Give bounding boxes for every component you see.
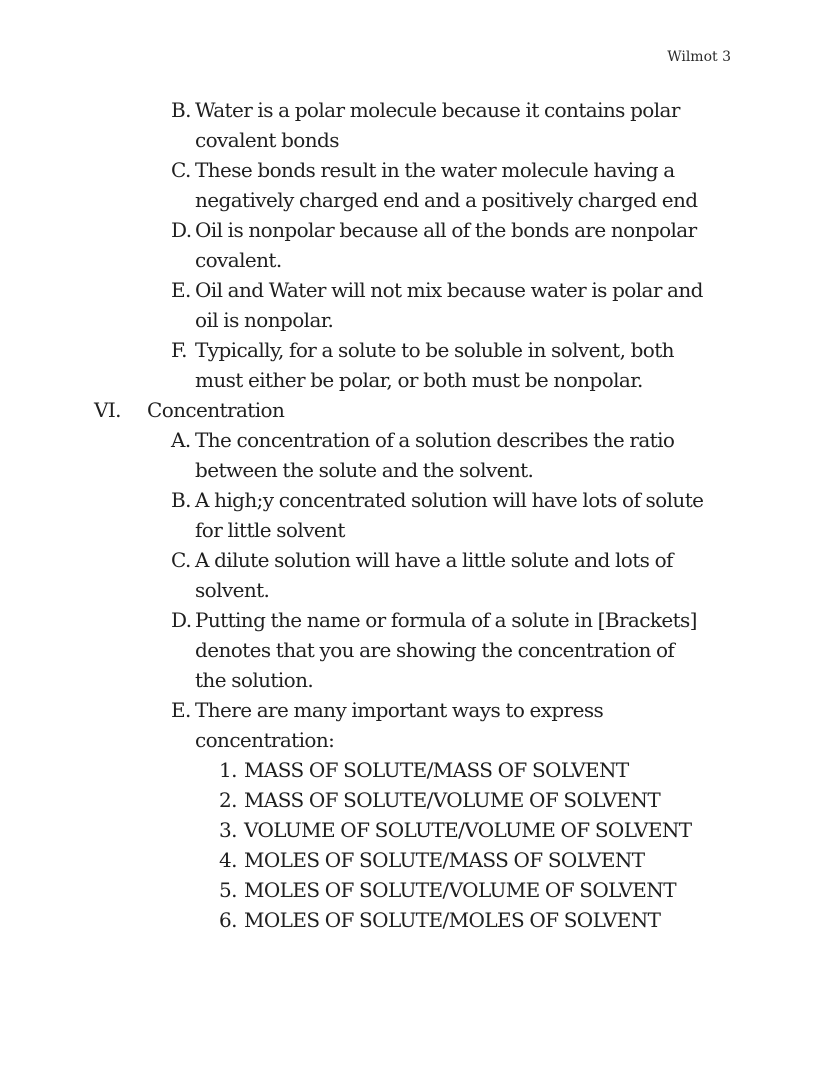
page-header: Wilmot 3 <box>667 49 731 65</box>
section-title: Concentration <box>147 398 285 422</box>
list-marker: 2. <box>219 788 237 812</box>
item-text: must either be polar, or both must be nonpolar. <box>195 368 643 392</box>
section-item-c-continued <box>0 575 828 605</box>
item-text: Water is a polar molecule because it contains polar <box>195 98 680 122</box>
item-marker: C. <box>171 548 191 572</box>
document-body <box>0 95 828 935</box>
list-text: MOLES OF SOLUTE/VOLUME OF SOLVENT <box>244 878 676 902</box>
list-item-c <box>0 155 828 185</box>
list-marker: 3. <box>219 818 237 842</box>
item-text: These bonds result in the water molecule having a <box>195 158 675 182</box>
list-text: VOLUME OF SOLUTE/VOLUME OF SOLVENT <box>244 818 692 842</box>
item-text: A high;y concentrated solution will have lots of solute <box>195 488 704 512</box>
list-item-f-continued <box>0 365 828 395</box>
list-marker: 6. <box>219 908 237 932</box>
item-marker: D. <box>171 608 192 632</box>
list-marker: 1. <box>219 758 237 782</box>
list-item-c-continued <box>0 185 828 215</box>
item-text: for little solvent <box>195 518 345 542</box>
numbered-list-item-6 <box>0 905 828 935</box>
list-text: MASS OF SOLUTE/VOLUME OF SOLVENT <box>244 788 661 812</box>
section-item-d <box>0 605 828 635</box>
item-text: Putting the name or formula of a solute in [Brackets] <box>195 608 697 632</box>
numbered-list-item-2 <box>0 785 828 815</box>
section-heading <box>0 395 828 425</box>
list-item-b <box>0 95 828 125</box>
section-item-d-continued <box>0 635 828 665</box>
item-marker: F. <box>171 338 187 362</box>
section-item-d-continued <box>0 665 828 695</box>
item-text: Oil is nonpolar because all of the bonds are nonpolar <box>195 218 697 242</box>
section-item-a <box>0 425 828 455</box>
section-item-b <box>0 485 828 515</box>
section-item-e <box>0 695 828 725</box>
item-marker: B. <box>171 488 191 512</box>
section-item-e-continued <box>0 725 828 755</box>
item-marker: E. <box>171 278 191 302</box>
list-text: MASS OF SOLUTE/MASS OF SOLVENT <box>244 758 629 782</box>
numbered-list-item-5 <box>0 875 828 905</box>
item-marker: C. <box>171 158 191 182</box>
list-item-e-continued <box>0 305 828 335</box>
list-item-f <box>0 335 828 365</box>
numbered-list-item-3 <box>0 815 828 845</box>
item-text: oil is nonpolar. <box>195 308 334 332</box>
list-marker: 4. <box>219 848 237 872</box>
item-text: covalent. <box>195 248 282 272</box>
list-text: MOLES OF SOLUTE/MOLES OF SOLVENT <box>244 908 661 932</box>
item-marker: B. <box>171 98 191 122</box>
list-item-d <box>0 215 828 245</box>
list-item-e <box>0 275 828 305</box>
item-text: covalent bonds <box>195 128 339 152</box>
section-item-b-continued <box>0 515 828 545</box>
item-text: Oil and Water will not mix because water is polar and <box>195 278 703 302</box>
numbered-list-item-4 <box>0 845 828 875</box>
section-item-a-continued <box>0 455 828 485</box>
list-text: MOLES OF SOLUTE/MASS OF SOLVENT <box>244 848 645 872</box>
item-text: concentration: <box>195 728 335 752</box>
item-text: the solution. <box>195 668 314 692</box>
item-text: The concentration of a solution describes the ratio <box>195 428 675 452</box>
item-text: negatively charged end and a positively charged end <box>195 188 698 212</box>
list-item-b-continued <box>0 125 828 155</box>
item-text: Typically, for a solute to be soluble in solvent, both <box>195 338 674 362</box>
item-text: solvent. <box>195 578 270 602</box>
numbered-list-item-1 <box>0 755 828 785</box>
item-text: denotes that you are showing the concentration of <box>195 638 675 662</box>
item-marker: E. <box>171 698 191 722</box>
item-text: There are many important ways to express <box>195 698 604 722</box>
list-item-d-continued <box>0 245 828 275</box>
item-text: between the solute and the solvent. <box>195 458 534 482</box>
item-marker: A. <box>171 428 191 452</box>
item-text: A dilute solution will have a little solute and lots of <box>195 548 673 572</box>
section-marker: VI. <box>94 398 121 422</box>
list-marker: 5. <box>219 878 237 902</box>
section-item-c <box>0 545 828 575</box>
item-marker: D. <box>171 218 192 242</box>
